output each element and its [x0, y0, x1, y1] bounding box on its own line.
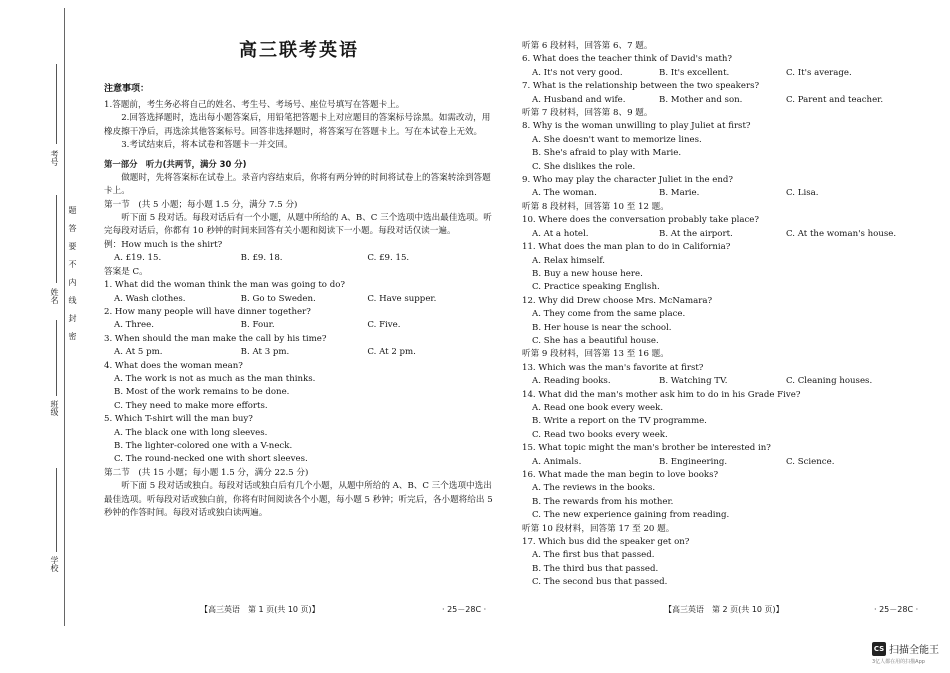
option-b: B. At the airport.	[659, 228, 733, 239]
question-text: 13. Which was the man's favorite at first?	[522, 362, 704, 373]
option-a: A. It's not very good.	[532, 67, 623, 78]
name-label: 姓名	[50, 288, 59, 304]
school-label: 学校	[50, 556, 59, 572]
note-item-2: 2.回答选择题时，选出每小题答案后，用铅笔把答题卡上对应题目的答案标号涂黑。如需改动，用橡皮擦干净后，再选涂其他答案标号。回答非选择题时，将答案写在答题卡上。写在本试卷上无效。	[104, 113, 491, 137]
option-a: A. At a hotel.	[532, 228, 589, 239]
option-b: B. Marie.	[659, 188, 700, 199]
question-text: 2. How many people will have dinner together?	[104, 306, 311, 317]
question-item	[104, 360, 494, 414]
option-b: B. Write a report on the TV programme.	[532, 416, 707, 427]
material-heading: 听第 6 段材料，回答第 6、7 题。	[522, 41, 653, 51]
option-a: A. Animals.	[532, 456, 582, 467]
option-a: A. Three.	[114, 320, 154, 331]
option-b: B. She's afraid to play with Marie.	[532, 148, 682, 159]
option-b: B. The third bus that passed.	[532, 563, 659, 574]
option-c: C. They need to make more efforts.	[114, 400, 268, 411]
option-a: A. The reviews in the books.	[532, 483, 656, 494]
question-item	[522, 214, 917, 241]
material-heading: 听第 8 段材料，回答第 10 至 12 题。	[522, 201, 669, 212]
option-c: C. It's average.	[786, 67, 852, 78]
question-item	[522, 80, 917, 107]
option-b: B. Watching TV.	[659, 376, 728, 387]
footer-right-code: · 25－28C ·	[874, 605, 919, 614]
option-c: C. At the woman's house.	[786, 228, 897, 239]
option-a: A. She doesn't want to memorize lines.	[532, 134, 702, 145]
question-item	[522, 241, 917, 295]
option-c: C. She has a beautiful house.	[532, 335, 659, 346]
section1-intro: 听下面 5 段对话。每段对话后有一个小题，从题中所给的 A、B、C 三个选项中选出最佳选项。听完每段对话后，你都有 10 秒钟的时间来回答有关小题和阅读下一小题。每段对话仅读一遍。	[104, 213, 492, 237]
page-title: 高三联考英语	[239, 40, 359, 61]
question-text: 3. When should the man make the call by his time?	[104, 333, 327, 344]
option-a: A. Husband and wife.	[532, 94, 626, 105]
option-c: C. Lisa.	[786, 188, 819, 199]
option-c: C. Cleaning houses.	[786, 376, 873, 387]
option-c: C. The new experience gaining from reading.	[532, 510, 730, 521]
question-options	[522, 67, 917, 80]
section2-heading: 第二节 (共 15 小题；每小题 1.5 分，满分 22.5 分)	[104, 467, 309, 478]
option-c: C. She dislikes the role.	[532, 161, 636, 172]
question-text: 9. Who may play the character Juliet in the end?	[522, 175, 734, 186]
option-a: A. Reading books.	[532, 376, 611, 387]
question-item	[522, 469, 917, 523]
section1-heading: 第一节 (共 5 小题；每小题 1.5 分，满分 7.5 分)	[104, 199, 298, 210]
question-text: 14. What did the man's mother ask him to do in his Grade Five?	[522, 389, 801, 400]
option-a: A. They come from the same place.	[532, 309, 686, 320]
question-options	[522, 228, 917, 241]
question-text: 8. Why is the woman unwilling to play Juliet at first?	[522, 121, 751, 132]
footer-right-label: 【高三英语 第 2 页(共 10 页)】	[664, 605, 784, 614]
question-item	[522, 120, 917, 174]
question-text: 6. What does the teacher think of David's math?	[522, 54, 733, 65]
option-a: A. At 5 pm.	[114, 347, 163, 358]
name-line	[56, 195, 57, 283]
question-options	[522, 187, 917, 200]
option-b: B. The rewards from his mother.	[532, 496, 674, 507]
question-options	[522, 94, 917, 107]
part1-intro: 做题时，先将答案标在试卷上。录音内容结束后，你将有两分钟的时间将试卷上的答案转涂到答题卡上。	[104, 172, 491, 197]
question-item	[522, 362, 917, 389]
scanner-name: 扫描全能王	[889, 645, 939, 656]
option-c: C. Practice speaking English.	[532, 282, 660, 293]
option-c: C. The second bus that passed.	[532, 577, 668, 588]
footer-left-label: 【高三英语 第 1 页(共 10 页)】	[200, 605, 320, 614]
example-options	[104, 252, 494, 265]
question-text: 1. What did the woman think the man was going to do?	[104, 280, 345, 291]
scanner-logo-icon: CS	[872, 642, 886, 656]
option-b: B. Mother and son.	[659, 94, 743, 105]
note-item-3: 3.考试结束后，将本试卷和答题卡一并交回。	[121, 140, 293, 151]
school-line	[56, 468, 57, 552]
option-b: B. Engineering.	[659, 456, 728, 467]
example-option-b: B. £9. 18.	[240, 253, 283, 264]
question-text: 11. What does the man plan to do in California?	[522, 242, 731, 253]
option-a: A. The black one with long sleeves.	[114, 427, 268, 438]
question-item	[522, 536, 917, 590]
option-b: B. The lighter-colored one with a V-neck.	[114, 440, 293, 451]
example-question: 例：How much is the shirt?	[104, 239, 223, 250]
question-options	[522, 375, 917, 388]
example-answer: 答案是 C。	[104, 266, 148, 277]
option-a: A. The woman.	[532, 188, 597, 199]
left-column	[104, 40, 494, 520]
footer-left-code: · 25－28C ·	[442, 605, 487, 614]
option-a: A. Relax himself.	[532, 255, 605, 266]
margin-edge-line	[64, 8, 65, 626]
note-item-1: 1.答题前，考生务必将自己的姓名、考生号、考场号、座位号填写在答题卡上。	[104, 99, 405, 110]
question-options	[104, 346, 494, 359]
class-label: 班级	[50, 400, 59, 416]
question-text: 17. Which bus did the speaker get on?	[522, 537, 690, 548]
question-item	[104, 333, 494, 360]
question-item	[522, 53, 917, 80]
question-text: 16. What made the man begin to love books?	[522, 470, 719, 480]
material-heading: 听第 10 段材料，回答第 17 至 20 题。	[522, 523, 675, 534]
scanner-tagline: 3亿人都在用的扫描App	[872, 659, 925, 665]
option-c: C. Five.	[367, 320, 401, 331]
seal-line-text: 题 答 要 不 内 线 封 密	[68, 206, 77, 341]
option-c: C. The round-necked one with short sleeves.	[114, 454, 308, 465]
question-text: 15. What topic might the man's brother be interested in?	[522, 443, 771, 454]
question-text: 4. What does the woman mean?	[104, 360, 243, 371]
part1-heading: 第一部分 听力(共两节，满分 30 分)	[104, 159, 247, 170]
question-item	[104, 306, 494, 333]
option-b: B. Her house is near the school.	[532, 322, 672, 333]
material-heading: 听第 9 段材料，回答第 13 至 16 题。	[522, 349, 669, 360]
question-item	[522, 442, 917, 469]
question-text: 12. Why did Drew choose Mrs. McNamara?	[522, 295, 713, 306]
question-text: 5. Which T-shirt will the man buy?	[104, 414, 253, 425]
option-b: B. Buy a new house here.	[532, 268, 643, 279]
class-line	[56, 320, 57, 396]
option-b: B. It's excellent.	[659, 67, 730, 78]
option-c: C. Parent and teacher.	[786, 94, 884, 105]
exam-number-line	[56, 64, 57, 144]
question-options	[522, 456, 917, 469]
right-column	[522, 40, 917, 590]
material-heading: 听第 7 段材料，回答第 8、9 题。	[522, 108, 653, 119]
question-options	[104, 319, 494, 332]
option-c: C. Have supper.	[367, 293, 437, 304]
option-b: B. Most of the work remains to be done.	[114, 387, 290, 398]
option-a: A. The work is not as much as the man thinks.	[114, 373, 316, 384]
scanner-watermark	[872, 641, 939, 656]
question-item	[522, 174, 917, 201]
question-item	[522, 389, 917, 443]
question-text: 7. What is the relationship between the two speakers?	[522, 81, 760, 92]
section2-intro: 听下面 5 段对话或独白。每段对话或独白后有几个小题，从题中所给的 A、B、C 三个选项中选出最佳选项。听每段对话或独白前，你将有时间阅读各个小题，每小题 5 秒钟；听完后，各小题将给出 5 秒钟的作答时间。每段对话或独白读两遍。	[104, 481, 493, 518]
question-item	[104, 279, 494, 306]
option-c: C. Science.	[786, 456, 835, 467]
question-item	[104, 413, 494, 467]
option-a: A. Wash clothes.	[114, 293, 186, 304]
option-a: A. Read one book every week.	[532, 402, 664, 413]
example-option-c: C. £9. 15.	[367, 253, 410, 264]
example-option-a: A. £19. 15.	[114, 253, 162, 264]
exam-number-label: 考号	[50, 150, 59, 166]
question-options	[104, 293, 494, 306]
question-item	[522, 295, 917, 349]
question-text: 10. Where does the conversation probably take place?	[522, 215, 759, 226]
notes-heading: 注意事项：	[104, 84, 150, 95]
option-a: A. The first bus that passed.	[532, 550, 655, 561]
left-questions	[104, 279, 494, 467]
right-questions	[522, 40, 917, 590]
option-b: B. At 3 pm.	[240, 347, 290, 358]
option-c: C. Read two books every week.	[532, 429, 668, 440]
option-b: B. Go to Sweden.	[240, 293, 316, 304]
option-c: C. At 2 pm.	[367, 347, 416, 358]
option-b: B. Four.	[240, 320, 275, 331]
binding-margin	[0, 0, 96, 673]
